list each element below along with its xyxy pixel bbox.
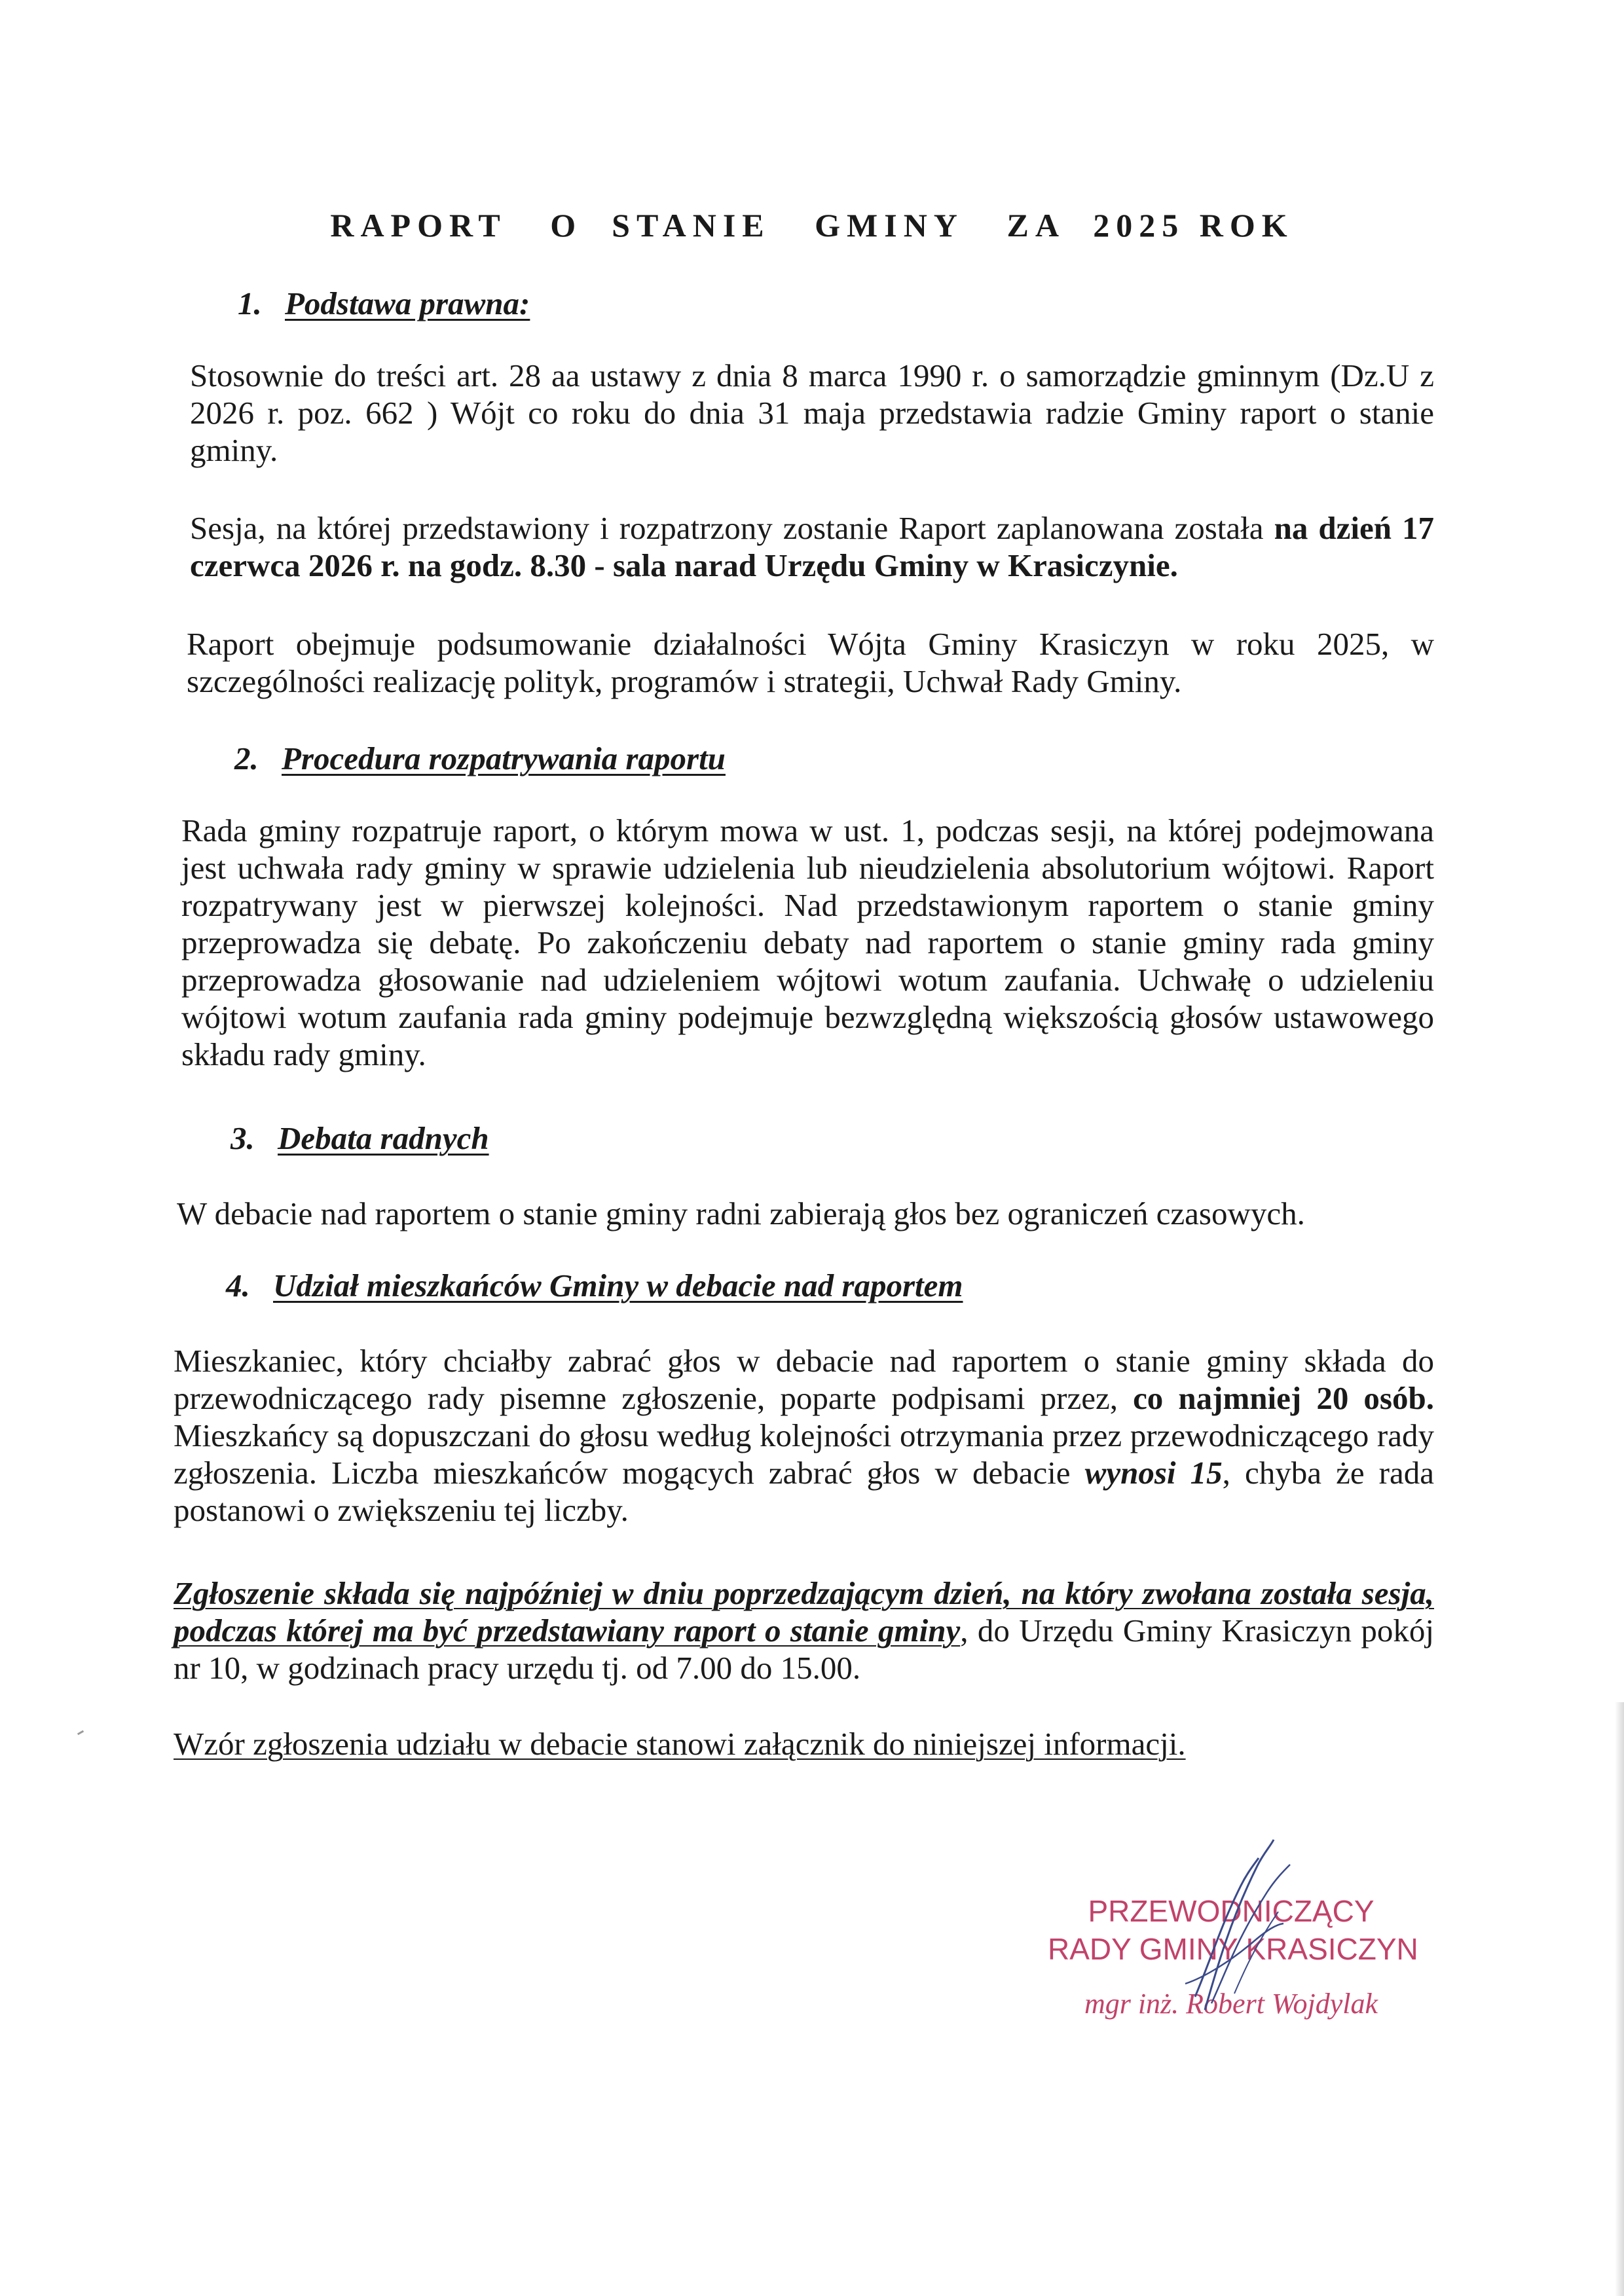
paragraph-template-note [174, 1725, 1434, 1762]
paragraph-text: Raport obejmuje podsumowanie działalności Wójta Gminy Krasiczyn w roku 2025, w szczególności realizację polityk, programów i strategii, Uchwał Rady Gminy. [187, 626, 1434, 699]
paragraph-session [190, 509, 1434, 584]
session-date-place: na dzień 17 czerwca 2026 r. na godz. 8.30 - sala narad Urzędu Gminy w Krasiczynie. [190, 510, 1435, 583]
paragraph-deadline [174, 1575, 1434, 1686]
paragraph-text: W debacie nad raportem o stanie gminy radni zabierają głos bez ograniczeń czasowych. [177, 1195, 1305, 1231]
section-number: 1. [238, 285, 262, 321]
deadline-rest: , do Urzędu Gminy Krasiczyn pokój nr 10, w godzinach pracy urzędu tj. od 7.00 do 15.00. [174, 1613, 1434, 1686]
participation-text-a: Mieszkaniec, który chciałby zabrać głos w debacie nad raportem o stanie gminy składa do przewodniczącego rady pisemne zgłoszenie, poparte podpisami przez, [174, 1343, 1434, 1416]
speaker-limit: wynosi 15 [1084, 1455, 1223, 1491]
stamp-council-line: RADY GMINY KRASICZYN [1048, 1932, 1418, 1966]
session-intro: Sesja, na której przedstawiony i rozpatrzony zostanie Raport zaplanowana została [190, 510, 1274, 546]
section-title: Procedura rozpatrywania raportu [282, 740, 726, 776]
participation-text-c: , chyba że rada postanowi o zwiększeniu tej liczby. [174, 1455, 1435, 1528]
section-number: 2. [234, 740, 259, 776]
paragraph-participation [174, 1342, 1434, 1529]
scan-mark [77, 1730, 84, 1736]
section-number: 3. [231, 1120, 255, 1156]
deadline-emphasis: Zgłoszenie składa się najpóźniej w dniu poprzedzającym dzień, na który zwołana została sesja, podczas której ma być przedstawiany raport o stanie gminy [174, 1575, 1434, 1649]
section-number: 4. [226, 1267, 250, 1303]
paragraph-text [190, 509, 1434, 584]
paragraph-text [174, 1342, 1434, 1529]
section-title: Podstawa prawna: [285, 285, 530, 321]
paragraph-procedure [181, 812, 1434, 1073]
paragraph-text: Rada gminy rozpatruje raport, o którym mowa w ust. 1, podczas sesji, na której podejmowana jest uchwała rady gminy w sprawie udzielenia lub nieudzielenia absolutorium wójtowi. Raport rozpatrywany jest w pierwszej kolejności. Nad przedstawionym raportem o stanie gminy przeprowadza się debatę. Po zakończeniu debaty nad raportem o stanie gminy rada gminy przeprowadza głosowanie nad udzieleniem wójtowi wotum zaufania. Uchwałę o udzieleniu wójtowi wotum zaufania rada gminy podejmuje bezwzględną większością głosów ustawowego składu rady gminy. [181, 812, 1434, 1072]
stamp-title-line: PRZEWODNICZĄCY [1088, 1894, 1375, 1928]
section-title: Udział mieszkańców Gminy w debacie nad raportem [273, 1267, 963, 1303]
paragraph-legal-basis [190, 357, 1434, 469]
paragraph-text: Wzór zgłoszenia udziału w debacie stanowi załącznik do niniejszej informacji. [174, 1726, 1186, 1762]
paragraph-debate [177, 1195, 1434, 1232]
stamp-name-line: mgr inż. Robert Wojdylak [1084, 1988, 1378, 2020]
handwritten-signature [1107, 1827, 1369, 2023]
paragraph-scope [187, 625, 1434, 700]
participation-text-b: Mieszkańcy są dopuszczani do głosu według kolejności otrzymania przez przewodniczącego rady zgłoszenia. Liczba mieszkańców mogących zabrać głos w debacie [174, 1417, 1434, 1491]
section-heading-3 [231, 1120, 489, 1157]
section-heading-1 [238, 285, 530, 322]
section-title: Debata radnych [278, 1120, 489, 1156]
paragraph-text [174, 1575, 1434, 1686]
paragraph-text: Stosownie do treści art. 28 aa ustawy z dnia 8 marca 1990 r. o samorządzie gminnym (Dz.U z 2026 r. poz. 662 ) Wójt co roku do dnia 31 maja przedstawia radzie Gminy raport o stanie gminy. [190, 357, 1434, 468]
section-heading-4 [226, 1267, 963, 1304]
signature-count: co najmniej 20 osób. [1133, 1380, 1434, 1416]
scan-edge-shadow [1615, 1702, 1624, 2296]
section-heading-2 [234, 740, 726, 777]
document-title: RAPORT O STANIE GMINY ZA 2025 ROK [330, 207, 1294, 244]
